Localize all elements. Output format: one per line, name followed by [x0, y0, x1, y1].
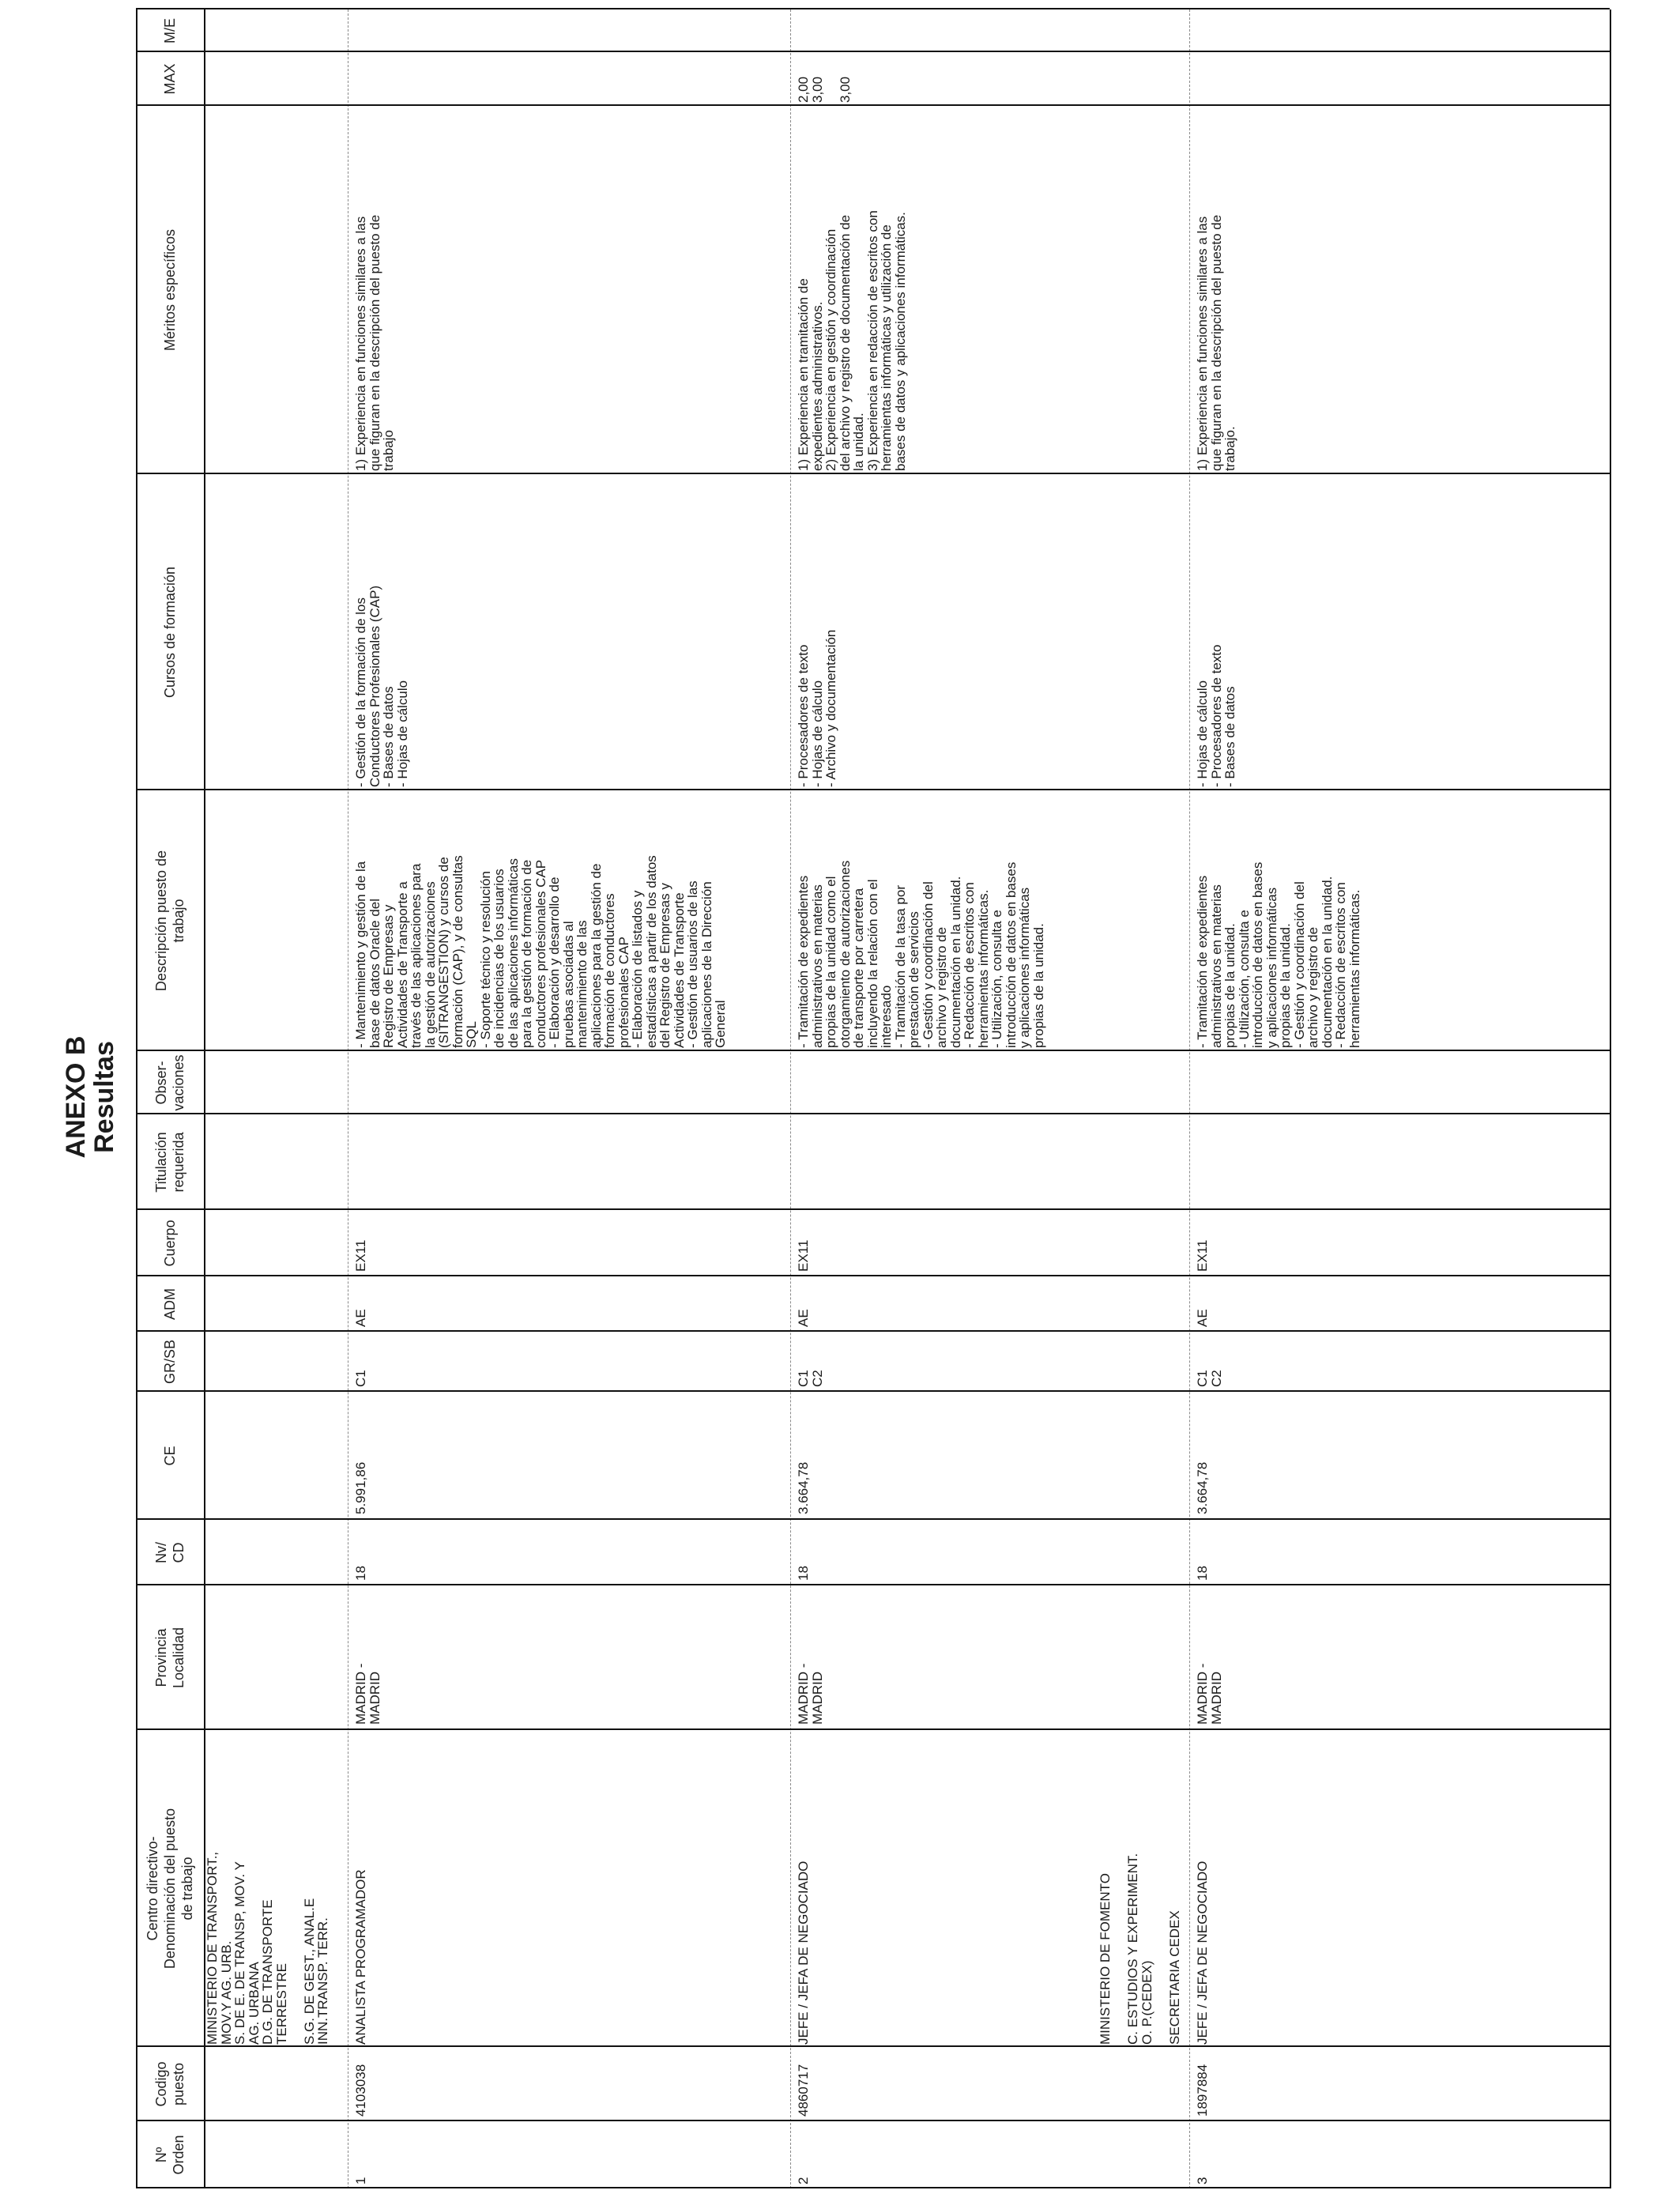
row-3-cursos: - Hojas de cálculo - Procesadores de texto - Bases de datos — [1195, 644, 1237, 787]
row-2-adm: AE — [796, 1309, 811, 1327]
header-cuerpo: Cuerpo — [162, 1220, 178, 1267]
header-nivel: Nv/ CD — [153, 1542, 186, 1563]
row-2-provincia: MADRID - MADRID — [796, 1663, 825, 1725]
row-2-cursos: - Procesadores de texto - Hojas de cálculo - Archivo y documentación — [796, 629, 838, 787]
row-2-meritos: 1) Experiencia en tramitación de expedientes administrativos. 2) Experiencia en gestión y coordinación del archivo y registro de documentación de la unidad. 3) Experiencia en redacción de escritos con herramientas informáticas y utilización de bases de datos y aplicaciones informáticas. — [796, 210, 908, 471]
row-1-meritos: 1) Experiencia en funciones similares a las que figuran en la descripción del puesto de trabajo — [353, 214, 396, 471]
row-1-cursos: - Gestión de la formación de los Conductores Profesionales (CAP) - Bases de datos - Hojas de cálculo — [353, 585, 410, 787]
row-2-descripcion: - Tramitación de expedientes administrativos en materias propias de la unidad como el otorgamiento de autorizaciones de transporte por carretera incluyendo la relación con el interesado - Tramitación de la tasa por prestación de servicios - Gestión y coordinación del archivo y registro de documentación en la unidad. - Redacción de escritos con herramientas informáticas. - Utilización, consulta e introducción de datos en bases y aplicaciones informáticas propias de la unidad. — [796, 860, 1046, 1048]
row-1-adm: AE — [353, 1309, 368, 1327]
header-titulacion: Titulación requerida — [153, 1132, 186, 1193]
column-border — [136, 1728, 1610, 1730]
page-title: ANEXO B — [61, 1035, 91, 1159]
row-separator — [790, 9, 791, 2188]
row-3-meritos: 1) Experiencia en funciones similares a las que figuran en la descripción del puesto de trabajo. — [1195, 214, 1237, 471]
row-2-codigo: 4860717 — [796, 2064, 811, 2117]
header-max: MAX — [162, 63, 178, 95]
header-me: M/E — [162, 18, 178, 44]
row-3-orden: 3 — [1195, 2177, 1210, 2185]
header-orden: Nº Orden — [153, 2135, 186, 2175]
row-3-adm: AE — [1195, 1309, 1210, 1327]
table-bottom-border — [1610, 9, 1611, 2188]
header-provincia: Provincia Localidad — [153, 1627, 186, 1689]
row-2-denominacion: JEFE / JEFA DE NEGOCIADO — [796, 1860, 811, 2045]
column-border — [136, 1208, 1610, 1210]
column-border — [136, 1050, 1610, 1051]
page-subtitle: Resultas — [89, 1041, 119, 1153]
row-3-provincia: MADRID - MADRID — [1195, 1663, 1224, 1725]
header-grupo: GR/SB — [162, 1340, 178, 1385]
row-1-codigo: 4103038 — [353, 2064, 368, 2117]
header-descripcion: Descripción puesto de trabajo — [153, 850, 186, 992]
header-adm: ADM — [162, 1288, 178, 1320]
column-border — [136, 1518, 1610, 1520]
column-border — [136, 1330, 1610, 1332]
column-border — [136, 2120, 1610, 2121]
row-3-codigo: 1897884 — [1195, 2064, 1210, 2117]
row-3-ce: 3.664,78 — [1195, 1461, 1210, 1514]
column-border — [136, 473, 1610, 474]
row-1-descripcion: - Mantenimiento y gestión de la base de datos Oracle del Registro de Empresas y Actividades de Transporte a través de las aplicaciones para la gestión de autorizaciones (SITRANGESTION) y cursos de formación (CAP), y de consultas SQL - Soporte técnico y resolución de incidencias de los usuarios de las aplicaciones informáticas para la gestión de formación de conductores profesionales CAP - Elaboración y desarrollo de pruebas asociadas al mantenimiento de las aplicaciones para la gestión de formación de conductores profesionales CAP - Elaboración de listados y estadísticas a partir de los datos del Registro de Empresas y Actividades de Transporte - Gestión de usuarios de las aplicaciones de la Dirección General — [353, 855, 728, 1048]
row-1-nivel: 18 — [353, 1566, 368, 1581]
row-3-denominacion: JEFE / JEFA DE NEGOCIADO — [1195, 1860, 1210, 2045]
column-border — [136, 1275, 1610, 1276]
row-1-provincia: MADRID - MADRID — [353, 1663, 382, 1725]
header-ce: CE — [162, 1446, 178, 1466]
header-centro: Centro directivo- Denominación del puesto de trabajo — [145, 1808, 195, 1970]
row-2-nivel: 18 — [796, 1566, 811, 1581]
row-2-ce: 3.664,78 — [796, 1461, 811, 1514]
row-separator — [1189, 9, 1190, 2188]
header-cursos: Cursos de formación — [162, 566, 178, 699]
row-2-max: 2,00 3,00 3,00 — [796, 76, 853, 103]
row-2-orden: 2 — [796, 2177, 811, 2185]
row-1-cuerpo: EX11 — [353, 1239, 368, 1272]
row-3-cuerpo: EX11 — [1195, 1239, 1210, 1272]
row-2-cuerpo: EX11 — [796, 1239, 811, 1272]
header-codigo: Codigo puesto — [153, 2061, 186, 2107]
header-observaciones: Obser- vaciones — [153, 1054, 186, 1111]
centro-directivo-group-1: MINISTERIO DE TRANSPORT., MOV.Y AG. URB. S. DE E. DE TRANSP, MOV. Y AG. URBANA D.G. DE TRANSPORTE TERRESTRE S.G. DE GEST., ANAL.E INN.TRANSP. TERR. — [205, 1851, 330, 2045]
column-border — [136, 1390, 1610, 1392]
row-1-denominacion: ANALISTA PROGRAMADOR — [353, 1869, 368, 2045]
row-3-grupo: C1 C2 — [1195, 1370, 1224, 1387]
row-1-orden: 1 — [353, 2177, 368, 2185]
centro-directivo-group-2: MINISTERIO DE FOMENTO C. ESTUDIOS Y EXPERIMENT. O. P.(CEDEX) SECRETARIA CEDEX — [1098, 1853, 1182, 2045]
column-border — [136, 2187, 1610, 2188]
row-3-nivel: 18 — [1195, 1566, 1210, 1581]
column-border — [136, 8, 1610, 9]
column-border — [136, 789, 1610, 790]
column-border — [136, 1584, 1610, 1585]
column-border — [136, 1113, 1610, 1114]
row-3-descripcion: - Tramitación de expedientes administrativos en materias propias de la unidad. - Utilización, consulta e introducción de datos en bases y aplicaciones informáticas propias de la unidad. - Gestión y coordinación del archivo y registro de documentación en la unidad. - Redacción de escritos con herramientas informáticas. — [1195, 861, 1362, 1048]
column-border — [136, 2045, 1610, 2047]
header-meritos: Méritos específicos — [162, 228, 178, 352]
row-2-grupo: C1 C2 — [796, 1370, 825, 1387]
row-1-ce: 5.991,86 — [353, 1461, 368, 1514]
column-border — [136, 104, 1610, 106]
column-border — [136, 51, 1610, 52]
row-1-grupo: C1 — [353, 1370, 368, 1387]
